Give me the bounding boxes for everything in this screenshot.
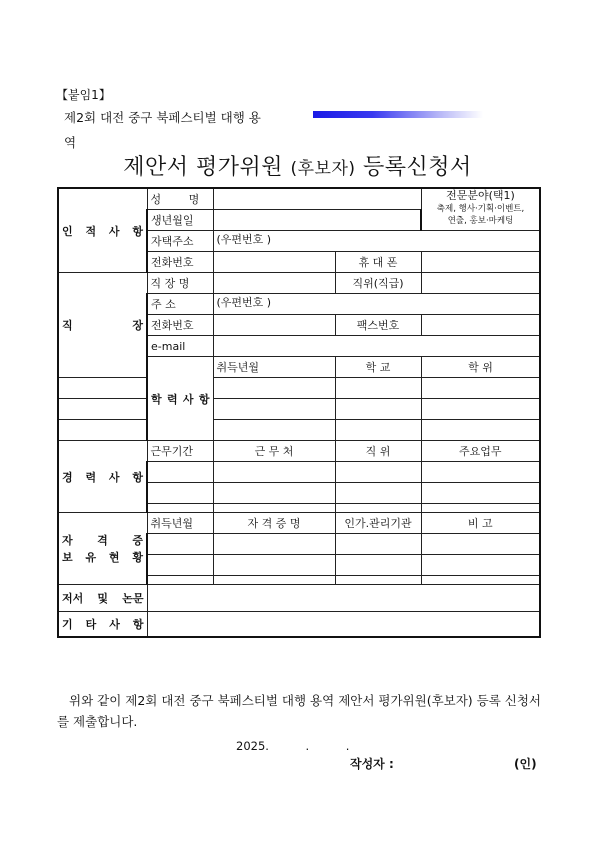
table-row <box>58 420 540 441</box>
label-position: 직위(직급) <box>335 273 421 294</box>
career-cell[interactable] <box>213 504 335 513</box>
edu-cell[interactable] <box>335 378 421 399</box>
section-education: 학 력 사 항 <box>147 357 213 441</box>
label-email: e-mail <box>147 336 213 357</box>
career-cell[interactable] <box>335 504 421 513</box>
edu-cell[interactable] <box>58 420 147 441</box>
edu-cell[interactable] <box>213 378 335 399</box>
qual-cell[interactable] <box>421 534 540 555</box>
table-row <box>58 612 540 638</box>
table-row <box>58 585 540 612</box>
edu-cell[interactable] <box>213 399 335 420</box>
decorative-gradient-bar <box>313 111 483 118</box>
career-cell[interactable] <box>421 504 540 513</box>
table-row <box>58 441 540 462</box>
field-work-phone[interactable] <box>213 315 335 336</box>
label-company: 직 장 명 <box>147 273 213 294</box>
qual-header-issuer: 인가.관리기관 <box>335 513 421 534</box>
qual-cell[interactable] <box>147 534 213 555</box>
career-cell[interactable] <box>421 462 540 483</box>
career-cell[interactable] <box>147 462 213 483</box>
career-cell[interactable] <box>335 462 421 483</box>
field-name[interactable] <box>213 188 421 210</box>
label-name: 성 명 <box>147 188 213 210</box>
section-workplace: 직 장 <box>58 273 147 378</box>
qual-header-name: 자 격 증 명 <box>213 513 335 534</box>
label-home-address: 자택주소 <box>147 231 213 252</box>
field-birth[interactable] <box>213 210 421 231</box>
edu-cell[interactable] <box>335 420 421 441</box>
qual-header-note: 비 고 <box>421 513 540 534</box>
section-publications: 저서 및 논문 <box>58 585 147 612</box>
project-title-line1: 제2회 대전 중구 북페스티벌 대행 용 <box>64 110 261 125</box>
field-mobile[interactable] <box>421 252 540 273</box>
career-cell[interactable] <box>421 483 540 504</box>
qual-cell[interactable] <box>213 555 335 576</box>
specialty-options-2: 연출, 홍보·마케팅 <box>447 216 514 226</box>
qual-cell[interactable] <box>335 576 421 585</box>
label-phone: 전화번호 <box>147 252 213 273</box>
section-qualification <box>58 513 147 585</box>
qual-cell[interactable] <box>421 576 540 585</box>
section-qualification-line1: 자 격 증 <box>62 533 143 547</box>
edu-cell[interactable] <box>58 378 147 399</box>
page-title-end: 등록신청서 <box>363 155 472 180</box>
qual-cell[interactable] <box>335 555 421 576</box>
page-title-main: 제안서 평가위원 <box>123 155 283 180</box>
qual-cell[interactable] <box>335 534 421 555</box>
section-personal: 인 적 사 항 <box>58 188 147 273</box>
career-header-position: 직 위 <box>335 441 421 462</box>
career-header-period: 근무기간 <box>147 441 213 462</box>
label-mobile: 휴 대 폰 <box>335 252 421 273</box>
registration-form-table <box>57 187 541 638</box>
career-cell[interactable] <box>213 483 335 504</box>
field-email[interactable] <box>213 336 540 357</box>
field-specialty[interactable] <box>421 188 540 231</box>
qual-header-date: 취득년월 <box>147 513 213 534</box>
field-home-address[interactable]: (우편번호 ) <box>213 231 540 252</box>
qual-cell[interactable] <box>213 534 335 555</box>
edu-cell[interactable] <box>58 399 147 420</box>
field-publications[interactable] <box>147 585 540 612</box>
field-work-address[interactable]: (우편번호 ) <box>213 294 540 315</box>
qual-cell[interactable] <box>421 555 540 576</box>
edu-header-school: 학 교 <box>335 357 421 378</box>
page-title <box>0 150 595 181</box>
attachment-label: 【붙임1】 <box>56 88 111 102</box>
field-phone[interactable] <box>213 252 335 273</box>
qual-cell[interactable] <box>147 555 213 576</box>
project-title-line2: 역 <box>64 135 77 150</box>
career-cell[interactable] <box>147 483 213 504</box>
table-row <box>58 513 540 534</box>
edu-cell[interactable] <box>421 399 540 420</box>
field-company[interactable] <box>213 273 335 294</box>
edu-cell[interactable] <box>421 378 540 399</box>
submission-statement: 위와 같이 제2회 대전 중구 북페스티벌 대행 용역 제안서 평가위원(후보자) 등록 신청서를 제출합니다. <box>57 693 541 729</box>
label-work-phone: 전화번호 <box>147 315 213 336</box>
edu-cell[interactable] <box>421 420 540 441</box>
author-label: 작성자 : <box>350 757 394 771</box>
edu-cell[interactable] <box>335 399 421 420</box>
seal-label: (인) <box>514 757 537 771</box>
career-header-duties: 주요업무 <box>421 441 540 462</box>
career-cell[interactable] <box>147 504 213 513</box>
label-work-address: 주 소 <box>147 294 213 315</box>
field-others[interactable] <box>147 612 540 638</box>
edu-header-degree: 학 위 <box>421 357 540 378</box>
submission-date: 2025. . . <box>236 739 350 753</box>
table-row <box>58 399 540 420</box>
specialty-options-1: 축제, 행사·기획·이벤트, <box>436 204 525 214</box>
section-career: 경 력 사 항 <box>58 441 147 513</box>
section-others: 기 타 사 항 <box>58 612 147 638</box>
career-cell[interactable] <box>335 483 421 504</box>
label-birth: 생년월일 <box>147 210 213 231</box>
table-row <box>58 273 540 294</box>
table-row <box>58 378 540 399</box>
career-cell[interactable] <box>213 462 335 483</box>
label-fax: 팩스번호 <box>335 315 421 336</box>
page-title-sub: (후보자) <box>290 159 356 179</box>
section-qualification-line2: 보 유 현 황 <box>62 550 143 564</box>
specialty-label: 전문분야(택1) <box>446 189 515 202</box>
qual-cell[interactable] <box>147 576 213 585</box>
edu-cell[interactable] <box>213 420 335 441</box>
qual-cell[interactable] <box>213 576 335 585</box>
field-fax[interactable] <box>421 315 540 336</box>
edu-header-date: 취득년월 <box>213 357 335 378</box>
table-row <box>58 188 540 210</box>
career-header-workplace: 근 무 처 <box>213 441 335 462</box>
field-position[interactable] <box>421 273 540 294</box>
